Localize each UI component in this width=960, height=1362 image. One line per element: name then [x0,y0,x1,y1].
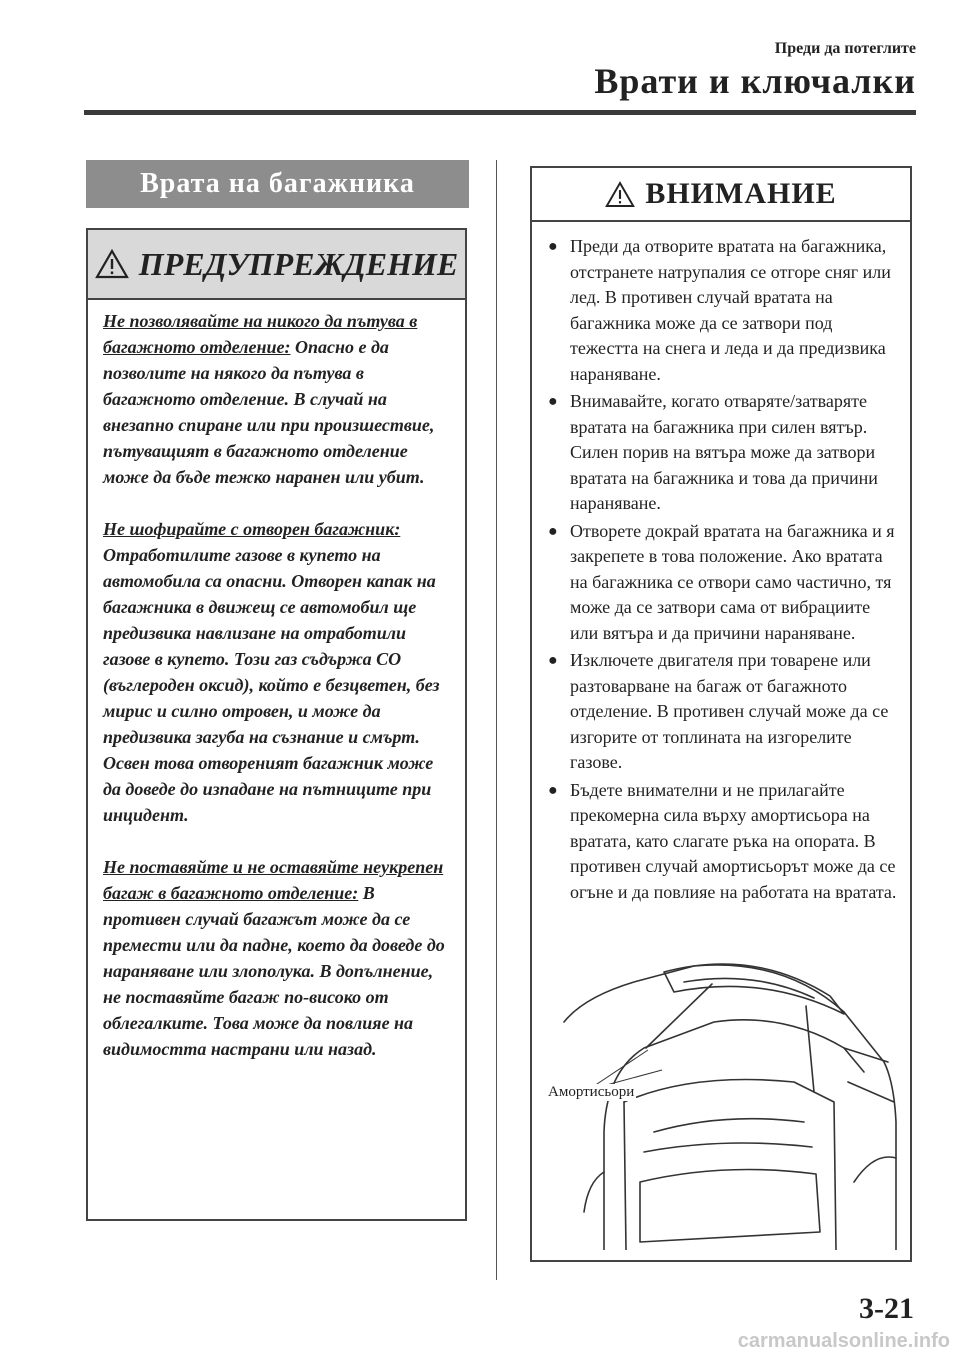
bullet-icon: ● [548,393,558,410]
warning-text: Отработилите газове в купето на автомобила са опасни. Отворен капак на багажника в движещ се автомобил ще предизвика навлизане на отработили газове в купето. Този газ съдържа CO (въглероден оксид), който е безцветен, без мирис и силно отровен, и може да предизвика загуба на съзнание и смърт. Освен това отвореният багажник може да доведе до изпадане на пътниците при инцидент. [103,545,440,825]
bullet-icon: ● [548,238,558,255]
caution-item [544,519,900,647]
caution-item-text: Внимавайте, когато отваряте/затваряте вратата на багажника при силен вятър. Силен порив на вятъра може да затвори вратата на багажника и това да причини нараняване. [570,391,878,513]
open-tailgate-illustration [544,952,900,1250]
caution-item-text: Отворете докрай вратата на багажника и я закрепете в това положение. Ако вратата на багажника се отвори само частично, тя може да се затвори сама от вибрациите или вятъра и да причини нараняване. [570,520,895,643]
column-divider [496,160,497,1280]
warning-box [86,228,467,1221]
warning-paragraph [103,854,451,1062]
caution-item-text: Изключете двигателя при товарене или разтоварване на багаж от багажното отделение. В противен случай може да се изгорите от топлината на изгорелите газове. [570,650,889,772]
warning-heading: Не шофирайте с отворен багажник: [103,519,401,539]
bullet-icon: ● [548,652,558,669]
caution-header [532,168,910,222]
caution-triangle-icon [605,181,635,208]
bullet-icon: ● [548,522,558,540]
shock-absorbers-label: Амортисьори [548,1084,635,1100]
warning-text: В противен случай багажът може да се премести или да падне, което да доведе до нараняване или злополука. В допълнение, не поставяйте багаж по-високо от облегалките. Това може да повлияе на видимостта настрани или назад. [103,883,445,1059]
section-label: Преди да потеглите [774,40,916,57]
caution-item [544,389,900,517]
warning-header [88,230,465,300]
warning-triangle-icon [95,249,129,279]
warning-title: ПРЕДУПРЕЖДЕНИЕ [138,245,459,282]
warning-paragraph [103,516,451,828]
warning-paragraph [103,308,451,490]
caution-item-text: Преди да отворите вратата на багажника, отстранете натрупалия се отгоре сняг или лед. В противен случай вратата на багажника може да се затвори под тежестта на снега и леда и да предизвика нараняване. [570,236,891,384]
caution-item [544,648,900,776]
caution-item-text: Бъдете внимателни и не прилагайте прекомерна сила върху амортисьора на вратата, като слагате ръка на опората. В противен случай амортисьорът може да се огъне и да повлияе на работата на вратата. [570,779,897,902]
warning-body [88,300,465,1062]
bullet-icon: ● [548,781,558,799]
warning-text: Опасно е да позволите на някого да пътува в багажното отделение. В случай на внезапно спиране или при произшествие, пътуващият в багажното отделение може да бъде тежко наранен или убит. [103,337,435,487]
chapter-title: Врати и ключалки [594,61,916,101]
page-number: 3-21 [859,1292,914,1325]
caution-item [544,778,900,906]
caution-item [544,234,900,387]
watermark: carmanualsonline.info [737,1330,950,1352]
caution-list [532,222,910,905]
section-title-banner: Врата на багажника [86,160,469,208]
header-rule [84,110,916,115]
warning-heading: Не позволявайте на никого да пътува в багажното отделение: [103,311,418,357]
warning-heading: Не поставяйте и не оставяйте неукрепен багаж в багажното отделение: [103,857,444,903]
caution-title: ВНИМАНИЕ [645,177,837,210]
